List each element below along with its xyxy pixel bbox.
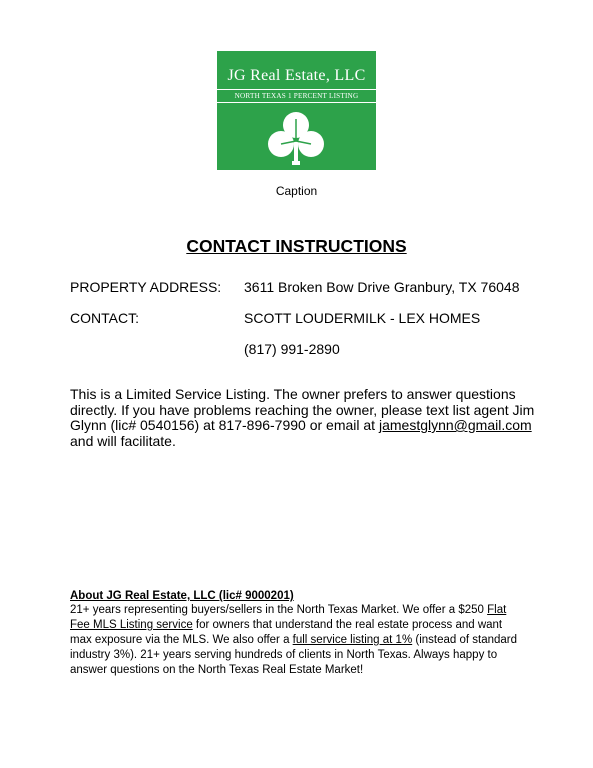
full-service-link[interactable]: full service listing at 1% <box>292 634 413 646</box>
about-text-3: (instead of standard industry 3%). 21+ years serving hundreds of clients in North Texas. Always happy to answer questions on the North Texas Real Estate Market! <box>70 634 518 676</box>
contact-phone: (817) 991-2890 <box>244 341 340 357</box>
flat-fee-link[interactable]: Flat Fee MLS Listing service <box>70 604 507 631</box>
contact-name: SCOTT LOUDERMILK - LEX HOMES <box>244 310 481 326</box>
about-paragraph <box>70 603 520 678</box>
property-address-label: PROPERTY ADDRESS: <box>70 279 222 295</box>
logo-title: JG Real Estate, LLC <box>227 67 366 84</box>
instructions-text-end: and will facilitate. <box>70 432 176 449</box>
logo-subtitle: NORTH TEXAS 1 PERCENT LISTING <box>217 89 376 103</box>
instructions-text: This is a Limited Service Listing. The owner prefers to answer questions directly. If you have problems reaching the owner, please text list agent Jim Glynn (lic# 0540156) at 817-896-7990 or email at <box>70 386 535 433</box>
contact-label: CONTACT: <box>70 310 139 326</box>
company-logo <box>217 51 376 170</box>
about-text-2: for owners that understand the real estate process and want max exposure via the MLS. We also offer a <box>70 619 503 646</box>
page-title: CONTACT INSTRUCTIONS <box>186 236 407 256</box>
clover-icon <box>267 111 325 167</box>
instructions-paragraph <box>70 387 540 449</box>
logo-caption: Caption <box>275 184 318 198</box>
property-address-value: 3611 Broken Bow Drive Granbury, TX 76048 <box>244 279 520 295</box>
about-heading: About JG Real Estate, LLC (lic# 9000201) <box>70 590 294 602</box>
about-text-1: 21+ years representing buyers/sellers in the North Texas Market. We offer a $250 <box>70 604 488 616</box>
agent-email-link[interactable]: jamestglynn@gmail.com <box>378 417 532 433</box>
